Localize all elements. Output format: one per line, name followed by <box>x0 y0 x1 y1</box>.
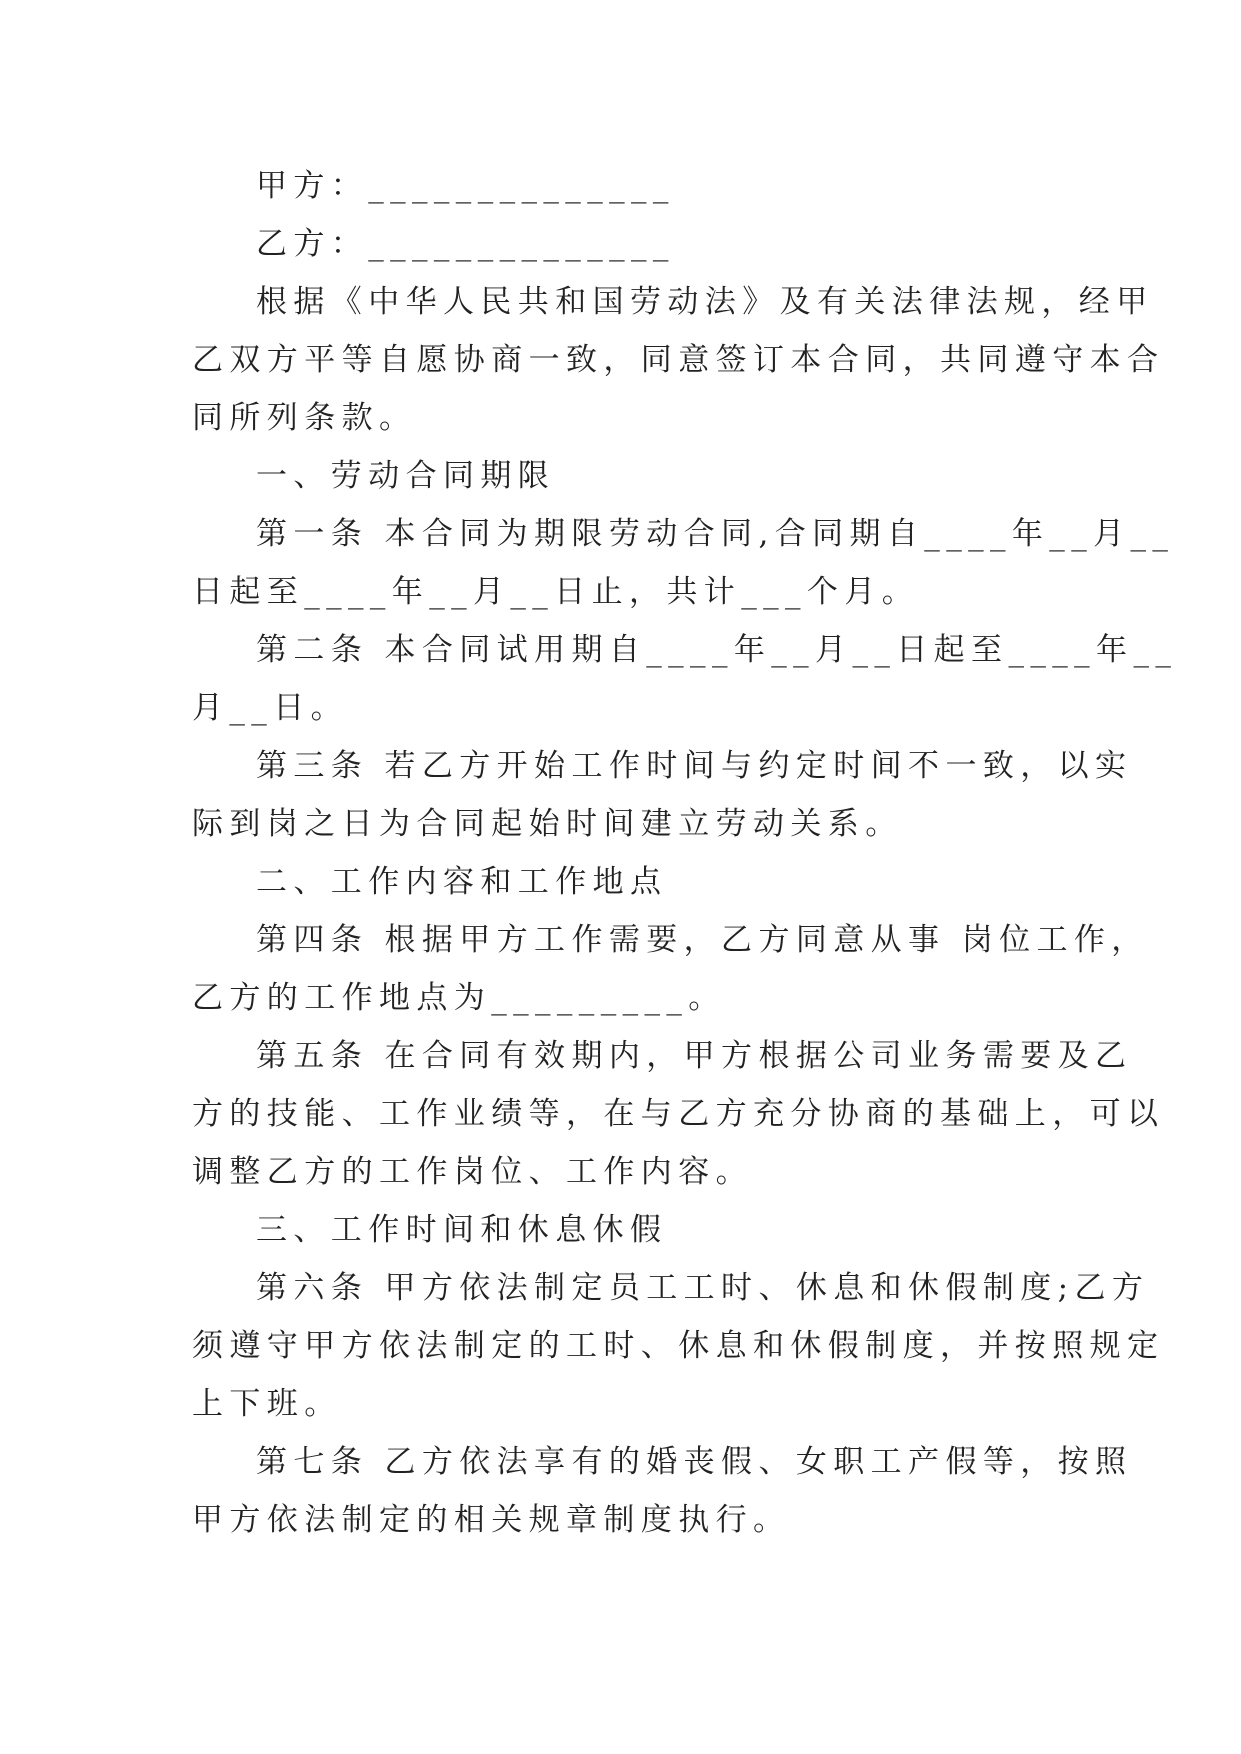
section-heading-3: 三、工作时间和休息休假 <box>256 1212 668 1248</box>
section-heading-2: 二、工作内容和工作地点 <box>256 864 668 900</box>
article-1-line-2: 日起至____年__月__日止，共计___个月。 <box>192 574 920 610</box>
preamble-line-1: 根据《中华人民共和国劳动法》及有关法律法规，经甲 <box>256 284 1154 320</box>
party-a-line: 甲方：______________ <box>256 168 675 204</box>
article-3-line-1: 第三条 若乙方开始工作时间与约定时间不一致，以实 <box>256 748 1133 784</box>
article-6-line-3: 上下班。 <box>192 1386 342 1422</box>
article-5-line-1: 第五条 在合同有效期内，甲方根据公司业务需要及乙 <box>256 1038 1133 1074</box>
party-b-line: 乙方：______________ <box>256 226 675 262</box>
article-6-line-2: 须遵守甲方依法制定的工时、休息和休假制度，并按照规定 <box>192 1328 1165 1364</box>
preamble-line-3: 同所列条款。 <box>192 400 417 436</box>
article-5-line-3: 调整乙方的工作岗位、工作内容。 <box>192 1154 753 1190</box>
article-4-line-2: 乙方的工作地点为_________。 <box>192 980 726 1016</box>
preamble-line-2: 乙双方平等自愿协商一致，同意签订本合同，共同遵守本合 <box>192 342 1165 378</box>
article-4-line-1: 第四条 根据甲方工作需要，乙方同意从事 岗位工作， <box>256 922 1149 958</box>
article-1-line-1: 第一条 本合同为期限劳动合同,合同期自____年__月__ <box>256 516 1175 552</box>
article-5-line-2: 方的技能、工作业绩等，在与乙方充分协商的基础上，可以 <box>192 1096 1165 1132</box>
article-2-line-1: 第二条 本合同试用期自____年__月__日起至____年__ <box>256 632 1178 668</box>
article-3-line-2: 际到岗之日为合同起始时间建立劳动关系。 <box>192 806 903 842</box>
section-heading-1: 一、劳动合同期限 <box>256 458 556 494</box>
article-6-line-1: 第六条 甲方依法制定员工工时、休息和休假制度;乙方 <box>256 1270 1150 1306</box>
article-7-line-2: 甲方依法制定的相关规章制度执行。 <box>192 1502 791 1538</box>
article-7-line-1: 第七条 乙方依法享有的婚丧假、女职工产假等，按照 <box>256 1444 1133 1480</box>
article-2-line-2: 月__日。 <box>192 690 348 726</box>
